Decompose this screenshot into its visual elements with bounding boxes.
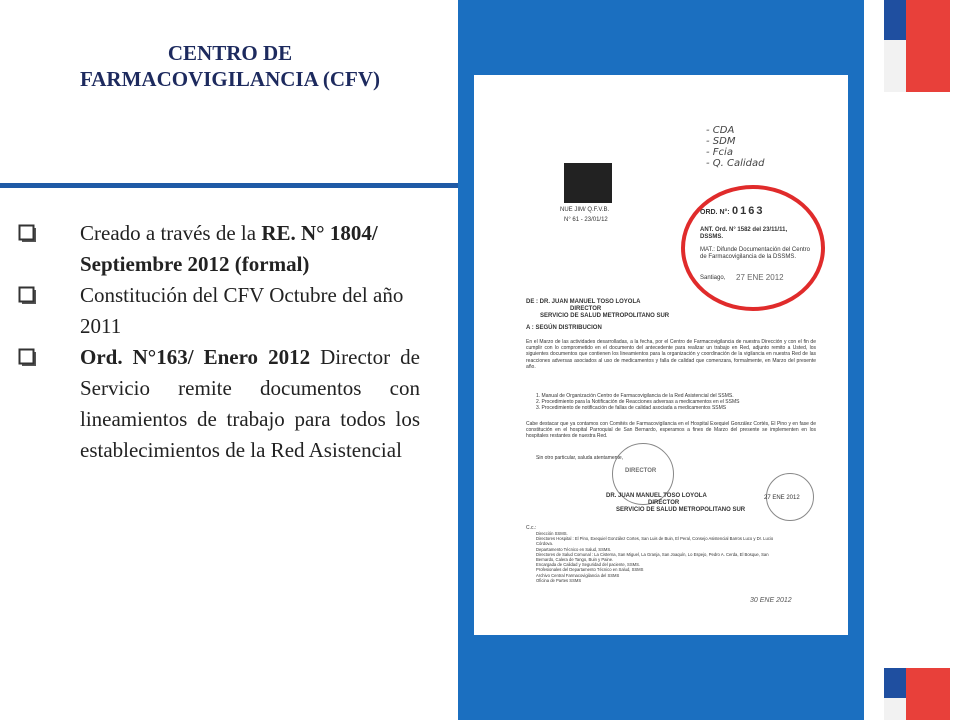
bullet-text: Director de Servicio remite documentos con lineamientos de trabajo para todos los establecimientos de la Red Asistencial	[80, 345, 420, 462]
distribution-item: Archivo Central Farmacovigilancia del SSMS	[536, 572, 620, 578]
distribution-item: Encargada de Calidad y Seguridad del paciente, SSMS.	[536, 562, 641, 568]
bullet-item	[18, 342, 420, 466]
doc-from: DE : DR. JUAN MANUEL TOSO LOYOLA	[526, 299, 641, 305]
handwritten-note: - Q. Calidad	[706, 158, 765, 169]
checkbox-bullet-icon	[18, 224, 38, 244]
ant-label: ANT. Ord. N° 1582 del 23/11/11, DSSMS.	[700, 227, 788, 240]
place: Santiago,	[700, 275, 726, 281]
signature-role: DIRECTOR	[648, 500, 680, 506]
bullet-text: Constitución del CFV Octubre del año 2011	[80, 283, 404, 338]
distribution-item: Dirección SSMS.	[536, 531, 568, 536]
slide-title	[0, 40, 460, 92]
scanned-document	[474, 75, 848, 635]
signature-service: SERVICIO DE SALUD METROPOLITANO SUR	[616, 507, 746, 513]
doc-body-2: Cabe destacar que ya contamos con Comités de Farmacovigilancia en el Hospital Exequiel González Cortés, El Pino y en fase de constitución en el hospital Parroquial de San Bernardo, esperamos a fines de Marzo del presente se implementen en los hospitales restantes de nuestra Red.	[526, 421, 816, 440]
doc-closing: Sin otro particular, saluda atentamente,	[536, 455, 623, 461]
title-line-1: CENTRO DE	[167, 41, 293, 65]
ministry-logo	[564, 163, 612, 203]
ord-number: 0163	[732, 205, 765, 217]
received-date: 30 ENE 2012	[750, 597, 792, 604]
title-line-2: FARMACOVIGILANCIA (CFV)	[79, 67, 380, 91]
doc-body-1: En el Marzo de las actividades desarrolladas, a la fecha, por el Centro de Farmacovigilancia de nuestra Dirección y con el fin de cumplir con lo comprometido en el documento del antecedente para realizar un trabajo en Red, adjunto remito a Usted, los siguientes documentos que contienen los lineamientos para la organización y coordinación de la vigilancia en nuestra Red de las reacciones adversas asociados al uso de medicamentos y falla de calidad que comenzara, formalmente, en Marzo del presente año.	[526, 339, 816, 370]
doc-list-item: 3. Procedimiento de notificación de fallas de calidad asociada a medicamentos SSMS	[536, 405, 727, 412]
handwritten-note: - CDA	[706, 125, 735, 136]
ord-label: ORD. N°:	[700, 209, 730, 216]
checkbox-bullet-icon	[18, 286, 38, 306]
bullet-bold: Ord. N°163/ Enero 2012	[80, 345, 311, 369]
doc-to: A : SEGÚN DISTRIBUCION	[526, 325, 602, 331]
flag-top	[884, 0, 950, 92]
doc-list-item: 2. Procedimiento para la Notificación de Reacciones adversas a medicamentos en el SSMS	[536, 399, 740, 406]
doc-from-service: SERVICIO DE SALUD METROPOLITANO SUR	[540, 313, 670, 319]
doc-from-role: DIRECTOR	[570, 306, 602, 312]
bullet-item	[18, 280, 420, 342]
distribution-item: Departamento Técnico en Salud, SSMS.	[536, 546, 612, 552]
title-divider	[0, 183, 458, 188]
checkbox-bullet-icon	[18, 348, 38, 368]
signature-name: DR. JUAN MANUEL TOSO LOYOLA	[606, 493, 707, 499]
bullet-item	[18, 218, 420, 280]
doc-num: N° 61 - 23/01/12	[564, 217, 608, 223]
flag-bottom	[884, 668, 950, 720]
bullet-bold: RE. N° 1804/ Septiembre 2012 (formal)	[80, 221, 378, 276]
doc-ref: NUE JIM/ Q.F.V.B.	[560, 207, 610, 213]
distribution-item: Profesionales del Departamento Técnico en Salud, SSMS	[536, 567, 644, 573]
distribution-item: Oficina de Partes SSMS	[536, 577, 582, 583]
distribution-item: Directores de Salud Comunal : La Cisterna, San Miguel, La Granja, San Joaquín, Lo Espejo, Pedro A. Cerda, El Bosque, San Bernardo, Calera de Tango, Buin y Paine.	[536, 551, 769, 563]
cc-label: C.c.:	[526, 525, 537, 531]
highlight-circle	[681, 185, 825, 311]
stamp-date: 27 ENE 2012	[764, 495, 800, 501]
handwritten-note: - Fcia	[706, 147, 733, 158]
handwritten-note: - SDM	[706, 136, 736, 147]
bullet-list	[18, 218, 420, 466]
date-stamp: 27 ENE 2012	[736, 273, 784, 282]
distribution-item: Directores Hospital : El Pino, Exequiel González Cortes, San Luis de Buin, El Peral, Consejo Asistencial Barros Luco y Dr. Lucio Córdova.	[536, 536, 774, 547]
bullet-text: Creado a través de la	[80, 221, 262, 245]
stamp-text: DIRECTOR	[625, 468, 657, 474]
mat-label: MAT.: Difunde Documentación del Centro de Farmacovigilancia de la DSSMS.	[700, 247, 810, 260]
doc-list-item: 1. Manual de Organización Centro de Farmacovigilancia de la Red Asistencial del SSMS.	[536, 393, 734, 399]
